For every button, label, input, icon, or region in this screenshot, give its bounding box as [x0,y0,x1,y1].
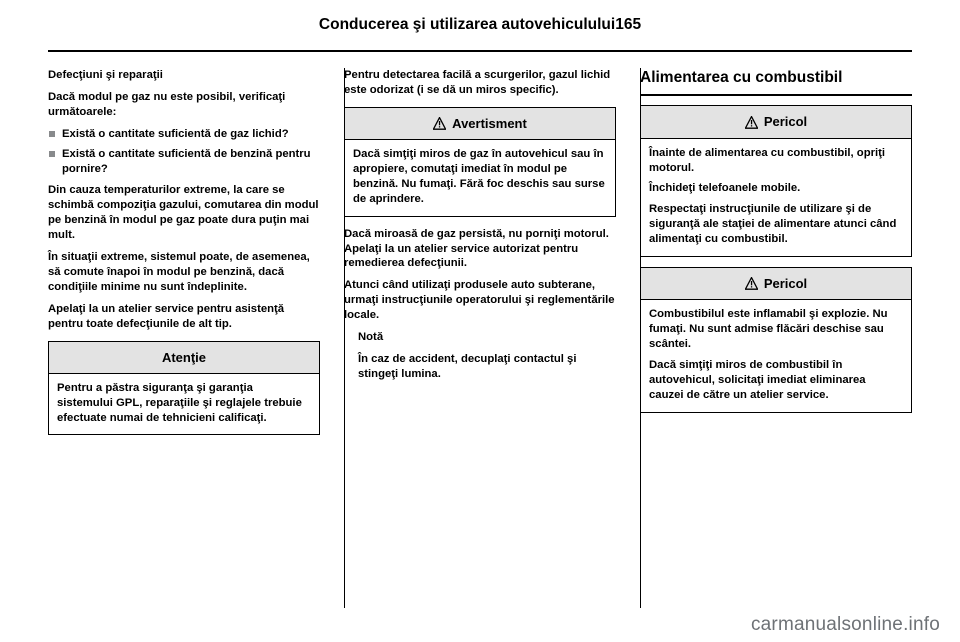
danger-box-2-body [641,300,911,411]
list-item: Există o cantitate suficientă de benzină pentru pornire? [48,147,320,177]
warning-triangle-icon [433,117,446,130]
bullet-list [48,127,320,177]
warning-box-body [345,140,615,216]
paragraph: Combustibilul este inflamabil şi explozie. Nu fumaţi. Nu sunt admise flăcări deschise sau scântei. [649,308,888,351]
list-item: Există o cantitate suficientă de gaz lichid? [48,127,320,142]
subheading-defectiuni: Defecţiuni şi reparaţii [48,69,163,81]
content-columns [48,68,912,608]
paragraph: Atunci când utilizaţi produsele auto subterane, urmaţi instrucţiunile operatorului şi reglementările locale. [344,279,615,322]
section-title-divider [640,94,912,96]
danger-box-2-title: Pericol [763,276,808,292]
paragraph: Dacă simţiţi miros de gaz în autovehicul sau în apropiere, comutaţi imediat în modul pe benzină. Nu fumaţi. Fără foc deschis sau surse de aprindere. [353,147,605,205]
paragraph: Dacă simţiţi miros de combustibil în autovehicul, solicitaţi imediat eliminarea cauzei de către un atelier service. [649,358,866,401]
paragraph: Pentru a păstra siguranţa şi garanţia sistemului GPL, reparaţiile şi reglajele trebuie efectuate numai de tehnicieni calificaţi. [57,381,302,424]
note-text: În caz de accident, decuplaţi contactul şi stingeţi lumina. [358,352,577,380]
note-title: Notă [358,331,384,344]
paragraph: În situaţii extreme, sistemul poate, de asemenea, să comute înapoi în modul pe benzină, dacă condiţiile minime nu sunt îndeplinite. [48,251,310,293]
caution-box [48,341,320,436]
page-title: Conducerea şi utilizarea autovehiculului165 [318,16,642,33]
paragraph: Dacă miroasă de gaz persistă, nu porniţi motorul. Apelaţi la un atelier service autorizat pentru remedierea defecţiunii. [344,227,609,270]
paragraph: Pentru detectarea facilă a scurgerilor, gazul lichid este odorizat (i se dă un miros specific). [344,69,611,96]
column-3 [640,68,912,608]
section-title: Alimentarea cu combustibil [640,69,843,86]
danger-box-1-title: Pericol [763,114,808,130]
danger-box-1-header [641,106,911,138]
column-1 [48,68,320,608]
warning-box-title: Avertisment [452,115,527,131]
caution-box-header [49,342,319,374]
danger-box-1-body [641,139,911,256]
danger-box-1 [640,105,912,257]
header-divider [48,50,912,52]
watermark: carmanualsonline.info [750,614,940,635]
paragraph: Închideţi telefoanele mobile. [649,182,801,195]
paragraph: Apelaţi la un atelier service pentru asistenţă pentru toate defecţiunile de alt tip. [48,302,285,330]
warning-box [344,107,616,217]
warning-box-header [345,108,615,140]
danger-box-2 [640,267,912,413]
danger-box-2-header [641,268,911,300]
caution-box-body [49,374,319,435]
paragraph: Dacă modul pe gaz nu este posibil, verificaţi următoarele: [48,90,286,118]
note-block [344,330,616,382]
caution-box-title: Atenţie [161,349,207,365]
page-header [48,16,912,50]
column-2 [344,68,616,608]
paragraph: Înainte de alimentarea cu combustibil, opriţi motorul. [649,146,886,174]
warning-triangle-icon [745,116,758,129]
paragraph: Respectaţi instrucţiunile de utilizare şi de siguranţă ale staţiei de alimentare atunci când alimentaţi cu combustibil. [649,203,897,246]
paragraph: Din cauza temperaturilor extreme, la care se schimbă compoziţia gazului, comutarea din modul pe benzină în modul pe gaz poate dura puţin mai mult. [48,184,319,242]
warning-triangle-icon [745,277,758,290]
